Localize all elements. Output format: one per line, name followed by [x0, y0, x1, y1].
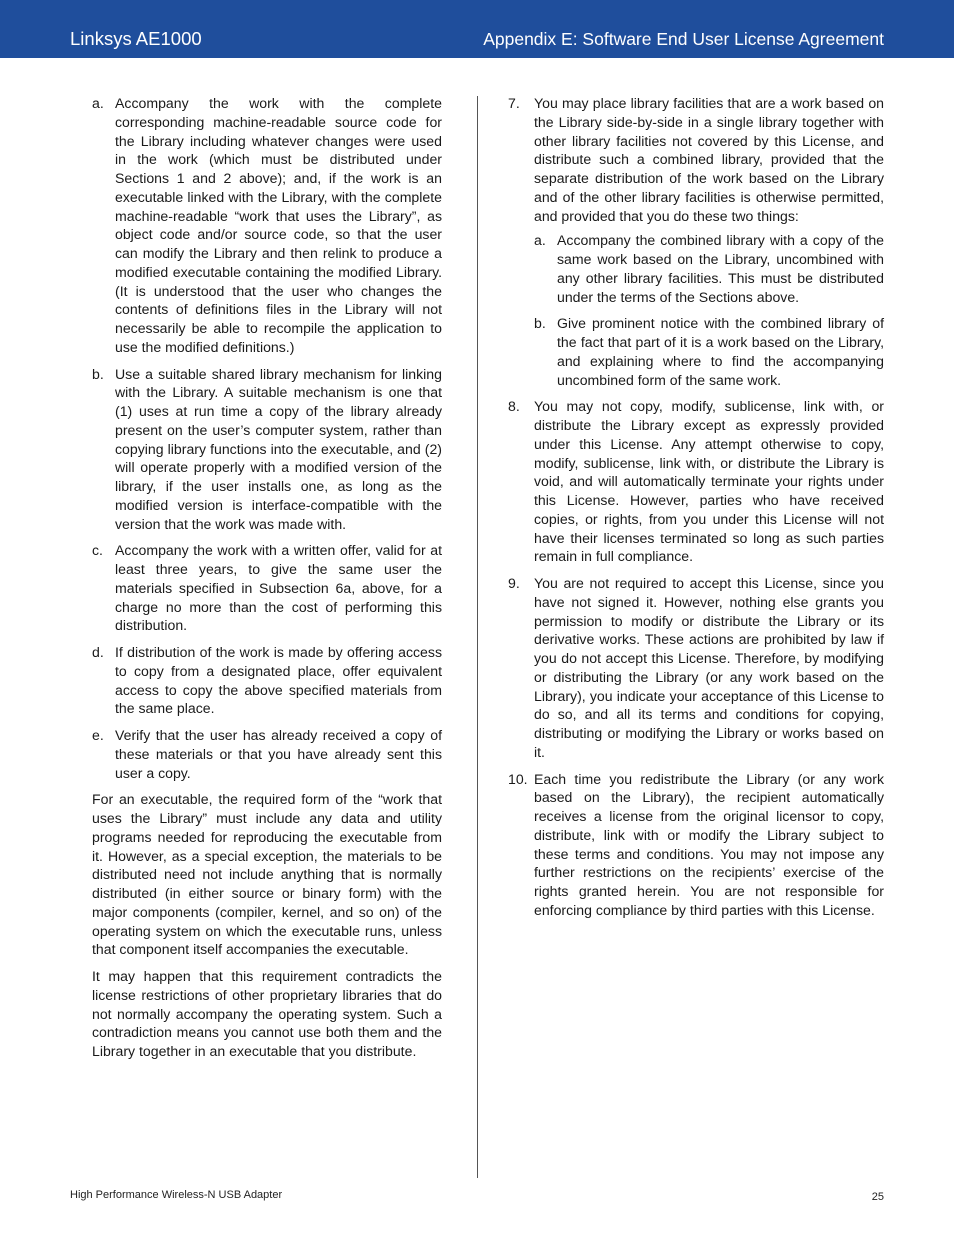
sub-list: [534, 231, 884, 389]
header-section-title: Appendix E: Software End User License Agreement: [483, 29, 884, 49]
list-item: [92, 643, 442, 718]
sub-list-item: [534, 314, 884, 389]
list-item: [92, 365, 442, 534]
column-divider: [477, 96, 478, 1178]
list-marker: c.: [92, 542, 103, 559]
list-item-text: Give prominent notice with the combined library of the fact that part of it is a work based on the Library, and explaining where to find the accompanying uncombined form of the same work.: [557, 315, 884, 388]
list-item: [508, 574, 884, 762]
footer-product-description: High Performance Wireless-N USB Adapter: [70, 1189, 283, 1201]
body-paragraph: It may happen that this requirement contradicts the license restrictions of other proprietary libraries that do not normally accompany the operating system. Such a contradiction means you cannot use both them and the Library together in an executable that you distribute.: [92, 968, 442, 1059]
list-item-text: Accompany the combined library with a copy of the same work based on the Library, uncombined with any other library facilities. This must be distributed under the terms of the Sections above.: [557, 232, 884, 305]
list-item-text: Each time you redistribute the Library (or any work based on the Library), the recipient automatically receives a license from the original licensor to copy, distribute, link with or modify the Library subject to these terms and conditions. You may not impose any further restrictions on the recipients’ exercise of the rights granted herein. You are not responsible for enforcing compliance by third parties with this License.: [534, 770, 884, 918]
list-marker: a.: [534, 232, 546, 249]
list-marker: 10.: [508, 770, 528, 787]
list-item: [92, 94, 442, 357]
list-item: [508, 94, 884, 389]
list-item-text: If distribution of the work is made by offering access to copy from a designated place, offer equivalent access to copy the above specified materials from the same place.: [115, 644, 442, 717]
list-item: [92, 726, 442, 782]
list-marker: a.: [92, 95, 104, 111]
list-marker: b.: [92, 365, 104, 382]
list-marker: d.: [92, 644, 104, 660]
list-marker: e.: [92, 727, 104, 743]
list-item-text: You are not required to accept this License, since you have not signed it. However, nothing else grants you permission to modify or distribute the Library or its derivative works. These actions are prohibited by law if you do not accept this License. Therefore, by modifying or distributing the Library (or any work based on the Library), you indicate your acceptance of this License to do so, and all its terms and conditions for copying, distributing or modifying the Library or works based on it.: [534, 575, 884, 760]
list-item-text: Use a suitable shared library mechanism for linking with the Library. A suitable mechanism is one that (1) uses at run time a copy of the library already present on the user’s computer system, rather than copying library functions into the executable, and (2) will operate properly with a modified version of the library, if the user installs one, as long as the modified version is interface-compatible with the version that the work was made with.: [115, 365, 442, 532]
list-item-text: You may place library facilities that are a work based on the Library side-by-side in a single library together with other library facilities not covered by this License, and distribute such a combined library, provided that the separate distribution of the work based on the Library and of the other library facilities is otherwise permitted, and provided that you do these two things:: [534, 95, 884, 224]
list-item-text: Accompany the work with a written offer, valid for at least three years, to give the same user the materials specified in Subsection 6a, above, for a charge no more than the cost of performing this distribution.: [115, 542, 442, 634]
list-item-text: You may not copy, modify, sublicense, link with, or distribute the Library except as expressly provided under this License. Any attempt otherwise to copy, modify, sublicense, link with, or distribute the Library is void, and will automatically terminate your rights under this License. However, parties who have received copies, or rights, from you under this License will not have their licenses terminated so long as such parties remain in full compliance.: [534, 398, 884, 565]
list-item: [508, 397, 884, 566]
list-marker: 8.: [508, 398, 520, 415]
list-marker: 9.: [508, 575, 520, 591]
list-item: [92, 541, 442, 635]
list-marker: b.: [534, 315, 546, 332]
right-column: [508, 94, 884, 928]
list-item-text: Accompany the work with the complete corresponding machine-readable source code for the Library including whatever changes were used in the work (which must be distributed under Sections 1 and 2 above); and, if the work is an executable linked with the Library, with the complete machine-readable “work that uses the Library”, as object code and/or source code, so that the user can modify the Library and then relink to produce a modified executable containing the modified Library. (It is understood that the user who changes the contents of definitions files in the Library will not necessarily be able to recompile the application to use the modified definitions.): [115, 95, 442, 355]
list-item: [508, 770, 884, 920]
page-number: 25: [871, 1191, 884, 1203]
page-header: [0, 0, 954, 58]
body-paragraph: For an executable, the required form of the “work that uses the Library” must include any data and utility programs needed for reproducing the executable from it. However, as a special exception, the materials to be distributed need not include anything that is normally distributed (in either source or binary form) with the major components (compiler, kernel, and so on) of the operating system on which the executable runs, unless that component itself accompanies the executable.: [92, 791, 442, 958]
list-marker: 7.: [508, 95, 520, 111]
header-product-name: Linksys AE1000: [70, 28, 202, 49]
list-item-text: Verify that the user has already received a copy of these materials or that you have already sent this user a copy.: [115, 727, 442, 781]
sub-list-item: [534, 231, 884, 306]
left-column: [92, 94, 442, 1069]
